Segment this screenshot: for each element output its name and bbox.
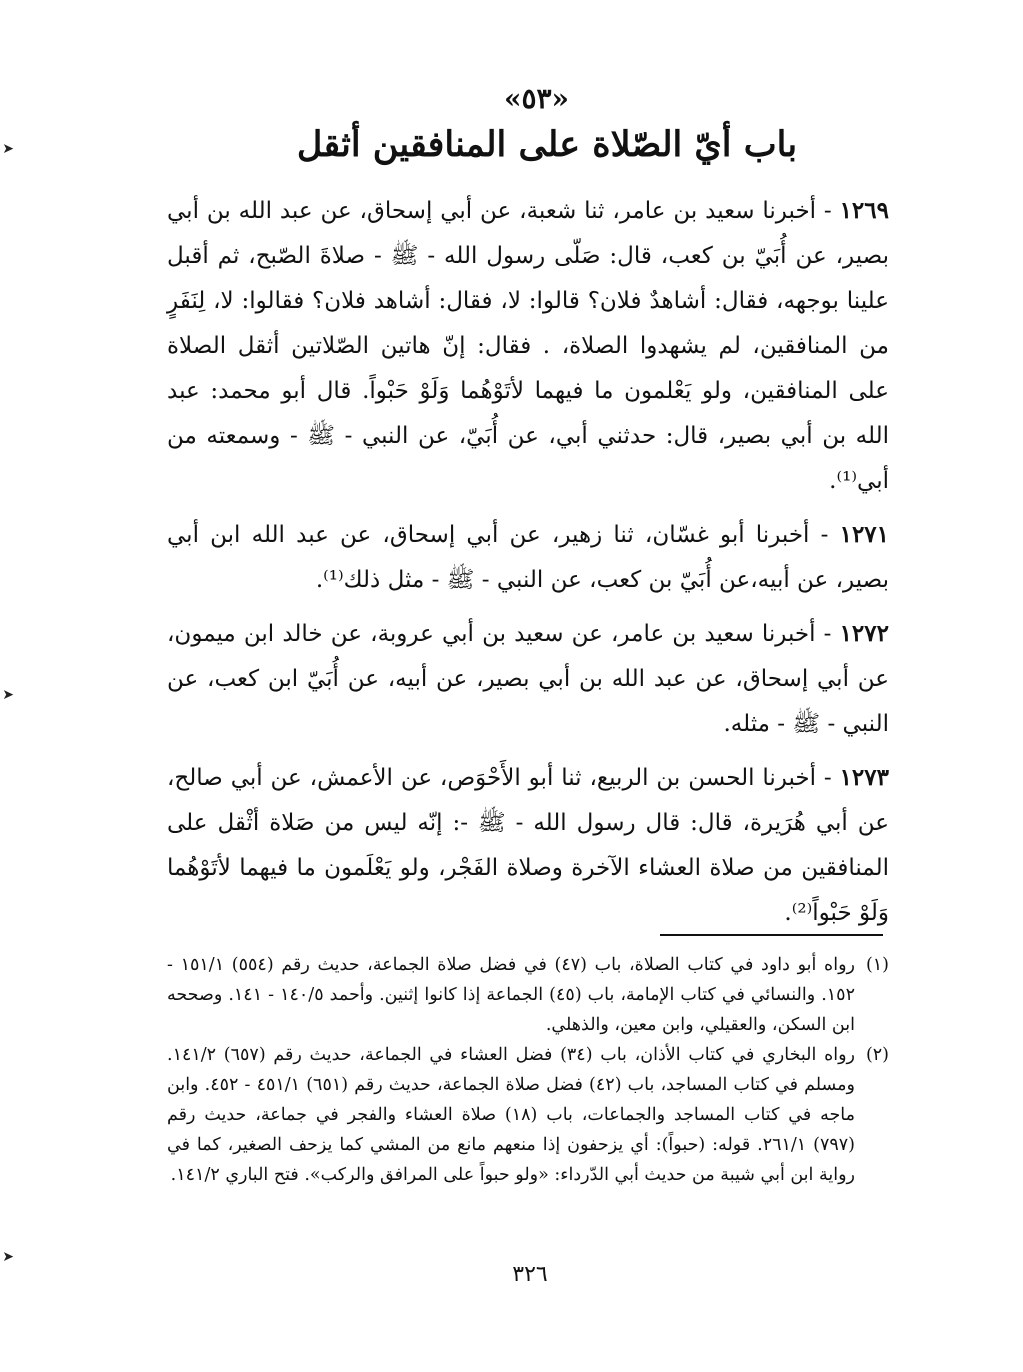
hadith-text: - أخبرنا سعيد بن عامر، عن سعيد بن أبي عروبة، عن خالد ابن ميمون، عن أبي إسحاق، عن عبد الله بن أبي بصير، عن أبيه، عن أُبَيّ ابن كعب، عن النبي - ﷺ - مثله. [167,621,889,737]
hadith-number: ١٢٧١ [839,521,890,548]
chapter-title: باب أيّ الصّلاة على المنافقين أثقل [296,124,798,165]
hadith-text: - أخبرنا الحسن بن الربيع، ثنا أبو الأَحْوَص، عن الأعمش، عن أبي صالح، عن أبي هُرَيرة، قال: قال رسول الله - ﷺ -: إنّه ليس من صَلاة أثْقل على المنافقين من صلاة العشاء الآخرة وصلاة الفَجْر، ولو يَعْلَمون ما فيهما لأتَوْهُما وَلَوْ حَبْواً⁽²⁾. [167,765,889,926]
footnote [167,950,889,1040]
margin-mark: ➤ [2,1249,14,1265]
footnote-divider [660,934,883,936]
hadith-body [167,188,889,944]
margin-mark: ➤ [2,141,14,157]
footnote-text: رواه أبو داود في كتاب الصلاة، باب (٤٧) في فضل صلاة الجماعة، حديث رقم (٥٥٤) ١٥١/١ - ١٥٢. والنسائي في كتاب الإمامة، باب (٤٥) الجماعة إذا كانوا إثنين. وأحمد ١٤٠/٥ - ١٤١. وصححه ابن السكن، والعقيلي، وابن معين، والذهلي. [167,955,855,1035]
hadith-text: - أخبرنا سعيد بن عامر، ثنا شعبة، عن أبي إسحاق، عن عبد الله بن أبي بصير، عن أُبَيّ بن كعب، قال: صَلّى رسول الله - ﷺ - صلاةَ الصّبح، ثم أقبل علينا بوجهه، فقال: أشاهدٌ فلان؟ قالوا: لا، فقال: أشاهد فلان؟ فقالوا: لا، لِنَفَرٍ من المنافقين، لم يشهدوا الصلاة، . فقال: إنّ هاتين الصّلاتين أثقل الصلاة على المنافقين، ولو يَعْلمون ما فيهما لأتَوْهُما وَلَوْ حَبْواً. قال أبو محمد: عبد الله بن أبي بصير، قال: حدثني أبي، عن أُبَيّ، عن النبي - ﷺ - وسمعته من أبي⁽¹⁾. [167,198,889,494]
hadith-paragraph [167,755,889,936]
margin-mark: ➤ [2,687,14,703]
footnote [167,1040,889,1190]
page-number: ٣٢٦ [512,1262,548,1287]
hadith-paragraph [167,611,889,747]
hadith-paragraph [167,512,889,603]
footnote-marker: (٢) [865,1045,889,1065]
hadith-number: ١٢٧٣ [839,764,889,791]
hadith-number: ١٢٦٩ [839,197,889,224]
hadith-paragraph [167,188,889,504]
footnotes [167,950,889,1190]
footnote-marker: (١) [865,955,889,975]
hadith-text: - أخبرنا أبو غسّان، ثنا زهير، عن أبي إسحاق، عن عبد الله ابن أبي بصير، عن أبيه،عن أُبَيّ بن كعب، عن النبي - ﷺ - مثل ذلك⁽¹⁾. [167,522,889,593]
hadith-number: ١٢٧٢ [839,620,889,647]
chapter-number: «٥٣» [503,82,570,115]
footnote-text: رواه البخاري في كتاب الأذان، باب (٣٤) فضل العشاء في الجماعة، حديث رقم (٦٥٧) ١٤١/٢. ومسلم في كتاب المساجد، باب (٤٢) فضل صلاة الجماعة، حديث رقم (٦٥١) ٤٥١/١ - ٤٥٢. وابن ماجه في كتاب المساجد والجماعات، باب (١٨) صلاة العشاء والفجر في جماعة، حديث رقم (٧٩٧) ٢٦١/١. قوله: (حبواً): أي يزحفون إذا منعهم مانع من المشي كما يزحف الصغير، كما في رواية ابن أبي شيبة من حديث أبي الدّرداء: «ولو حبواً على المرافق والركب». فتح الباري ١٤١/٢. [167,1045,856,1185]
